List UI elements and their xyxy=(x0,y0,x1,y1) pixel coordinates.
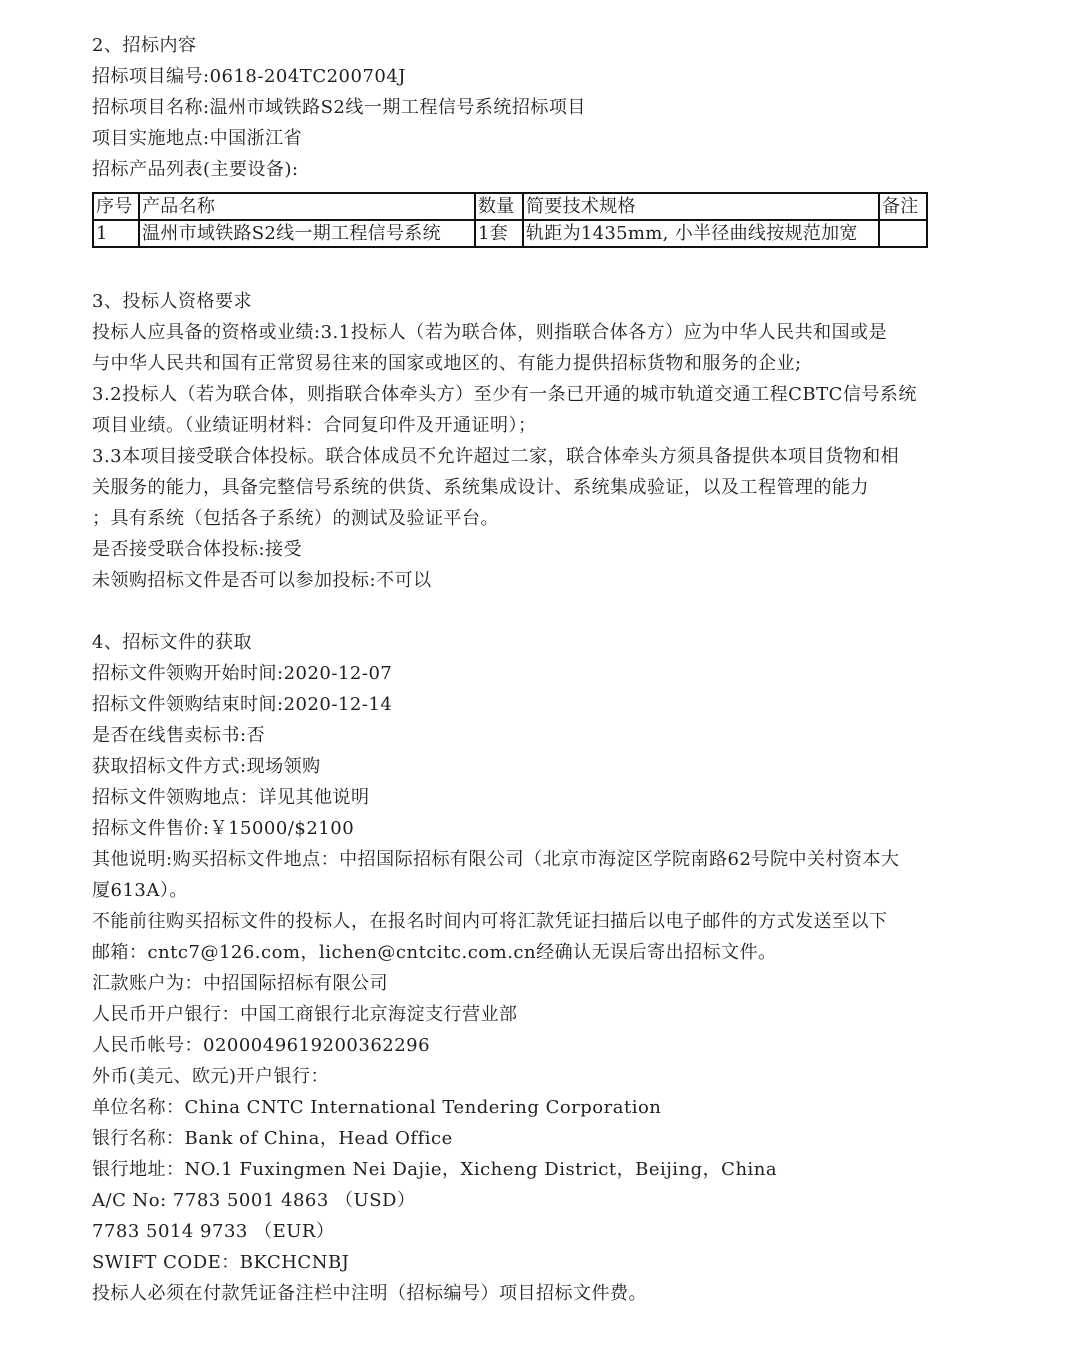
header-cell-remarks: 备注 xyxy=(879,193,927,220)
cell-index: 1 xyxy=(93,220,139,247)
text-line: 投标人应具备的资格或业绩:3.1投标人（若为联合体，则指联合体各方）应为中华人民共和国或是 xyxy=(92,322,888,343)
text-line: SWIFT CODE：BKCHCNBJ xyxy=(92,1252,350,1273)
text-line: 招标文件领购开始时间:2020-12-07 xyxy=(92,663,393,684)
text-line: 邮箱：cntc7@126.com，lichen@cntcitc.com.cn经确认无误后寄出招标文件。 xyxy=(92,942,777,963)
text-line: 3.2投标人（若为联合体，则指联合体牵头方）至少有一条已开通的城市轨道交通工程CBTC信号系统 xyxy=(92,384,917,405)
text-line: 单位名称：China CNTC International Tendering Corporation xyxy=(92,1097,662,1118)
header-cell-product-name: 产品名称 xyxy=(139,193,475,220)
project-name: 招标项目名称:温州市域铁路S2线一期工程信号系统招标项目 xyxy=(92,97,586,118)
text-line: 投标人必须在付款凭证备注栏中注明（招标编号）项目招标文件费。 xyxy=(92,1283,647,1304)
text-line: 厦613A）。 xyxy=(92,880,188,901)
text-line: 外币(美元、欧元)开户银行： xyxy=(92,1066,330,1087)
text-line: 获取招标文件方式:现场领购 xyxy=(92,756,321,777)
header-cell-quantity: 数量 xyxy=(475,193,523,220)
text-line: 招标文件领购结束时间:2020-12-14 xyxy=(92,694,393,715)
text-line: 是否接受联合体投标:接受 xyxy=(92,539,303,560)
text-line: 其他说明:购买招标文件地点：中招国际招标有限公司（北京市海淀区学院南路62号院中关村资本大 xyxy=(92,849,900,870)
project-location: 项目实施地点:中国浙江省 xyxy=(92,128,303,149)
header-cell-spec: 简要技术规格 xyxy=(523,193,879,220)
text-line: 关服务的能力，具备完整信号系统的供货、系统集成设计、系统集成验证，以及工程管理的能力 xyxy=(92,477,869,498)
text-line: 与中华人民共和国有正常贸易往来的国家或地区的、有能力提供招标货物和服务的企业; xyxy=(92,353,802,374)
section-3-heading: 3、投标人资格要求 xyxy=(92,291,252,312)
section-4-heading: 4、招标文件的获取 xyxy=(92,632,252,653)
cell-quantity: 1套 xyxy=(475,220,523,247)
text-line: 汇款账户为：中招国际招标有限公司 xyxy=(92,973,388,994)
text-line: ；具有系统（包括各子系统）的测试及验证平台。 xyxy=(92,508,499,529)
table-row xyxy=(93,220,927,247)
text-line: 招标文件领购地点：详见其他说明 xyxy=(92,787,370,808)
text-line: 人民币帐号：0200049619200362296 xyxy=(92,1035,431,1056)
cell-remarks xyxy=(879,220,927,247)
text-line: 7783 5014 9733 （EUR） xyxy=(92,1221,335,1242)
document-page xyxy=(92,30,1012,1309)
product-list-label: 招标产品列表(主要设备): xyxy=(92,159,299,180)
text-line: 是否在线售卖标书:否 xyxy=(92,725,266,746)
product-table xyxy=(92,192,928,248)
text-line: 银行地址：NO.1 Fuxingmen Nei Dajie，Xicheng District，Beijing，China xyxy=(92,1159,778,1180)
cell-spec: 轨距为1435mm, 小半径曲线按规范加宽 xyxy=(523,220,879,247)
spacer xyxy=(92,596,1012,627)
text-line: 人民币开户银行：中国工商银行北京海淀支行营业部 xyxy=(92,1004,518,1025)
section-3-body xyxy=(92,317,1012,596)
text-line: 项目业绩。（业绩证明材料：合同复印件及开通证明）； xyxy=(92,415,537,436)
text-line: A/C No: 7783 5001 4863 （USD） xyxy=(92,1190,416,1211)
project-number: 招标项目编号:0618-204TC200704J xyxy=(92,66,407,87)
header-cell-index: 序号 xyxy=(93,193,139,220)
text-line: 3.3本项目接受联合体投标。联合体成员不允许超过二家，联合体牵头方须具备提供本项目货物和相 xyxy=(92,446,900,467)
text-line: 银行名称：Bank of China，Head Office xyxy=(92,1128,453,1149)
section-2-heading: 2、招标内容 xyxy=(92,35,197,56)
table-header-row xyxy=(93,193,927,220)
text-line: 不能前往购买招标文件的投标人，在报名时间内可将汇款凭证扫描后以电子邮件的方式发送至以下 xyxy=(92,911,888,932)
cell-product-name: 温州市域铁路S2线一期工程信号系统 xyxy=(139,220,475,247)
spacer xyxy=(92,255,1012,286)
text-line: 招标文件售价:￥15000/$2100 xyxy=(92,818,355,839)
text-line: 未领购招标文件是否可以参加投标:不可以 xyxy=(92,570,432,591)
section-4-body xyxy=(92,658,1012,1309)
